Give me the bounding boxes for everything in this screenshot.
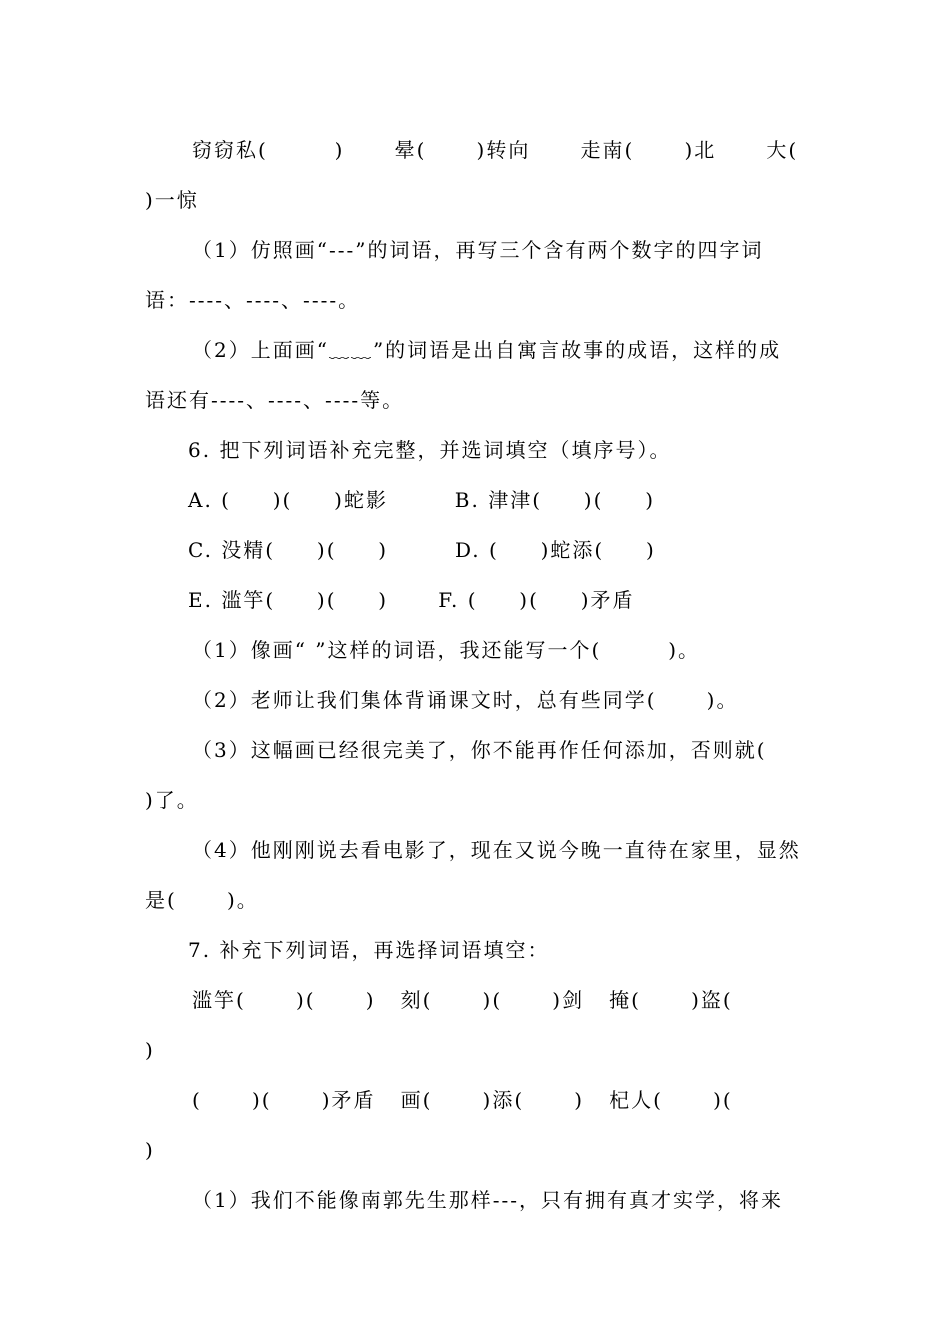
text-line-7: 6. 把下列词语补充完整，并选词填空（填序号）。: [188, 438, 672, 462]
text-line-8: A. ( )( )蛇影 B. 津津( )( ): [188, 488, 655, 512]
text-line-11: （1）像画“ ”这样的词语，我还能写一个( )。: [192, 638, 700, 662]
text-line-13: （3）这幅画已经很完美了，你不能再作任何添加，否则就(: [192, 738, 767, 762]
text-line-10: E. 滥竽( )( ) F. ( )( )矛盾: [188, 588, 635, 612]
text-line-17: 7. 补充下列词语，再选择词语填空：: [188, 938, 550, 962]
text-line-19: ): [145, 1038, 155, 1062]
text-line-5: （2）上面画“﹏﹏”的词语是出自寓言故事的成语，这样的成: [192, 338, 782, 362]
text-line-22: （1）我们不能像南郭先生那样---，只有拥有真才实学，将来: [192, 1188, 783, 1212]
text-line-16: 是( )。: [145, 888, 259, 912]
text-line-20: ( )( )矛盾 画( )添( ) 杞人( )(: [192, 1088, 733, 1112]
text-line-18: 滥竽( )( ) 刻( )( )剑 掩( )盗(: [192, 988, 733, 1012]
text-line-15: （4）他刚刚说去看电影了，现在又说今晚一直待在家里，显然: [192, 838, 801, 862]
text-line-1: 窃窃私( ) 晕( )转向 走南( )北 大(: [192, 138, 799, 162]
text-line-6: 语还有----、----、----等。: [145, 388, 405, 412]
text-line-2: )一惊: [145, 188, 199, 212]
text-line-3: （1）仿照画“---”的词语，再写三个含有两个数字的四字词: [192, 238, 764, 262]
text-line-9: C. 没精( )( ) D. ( )蛇添( ): [188, 538, 656, 562]
text-line-21: ): [145, 1138, 155, 1162]
text-line-14: )了。: [145, 788, 199, 812]
text-line-4: 语：----、----、----。: [145, 288, 361, 312]
text-line-12: （2）老师让我们集体背诵课文时，总有些同学( )。: [192, 688, 739, 712]
